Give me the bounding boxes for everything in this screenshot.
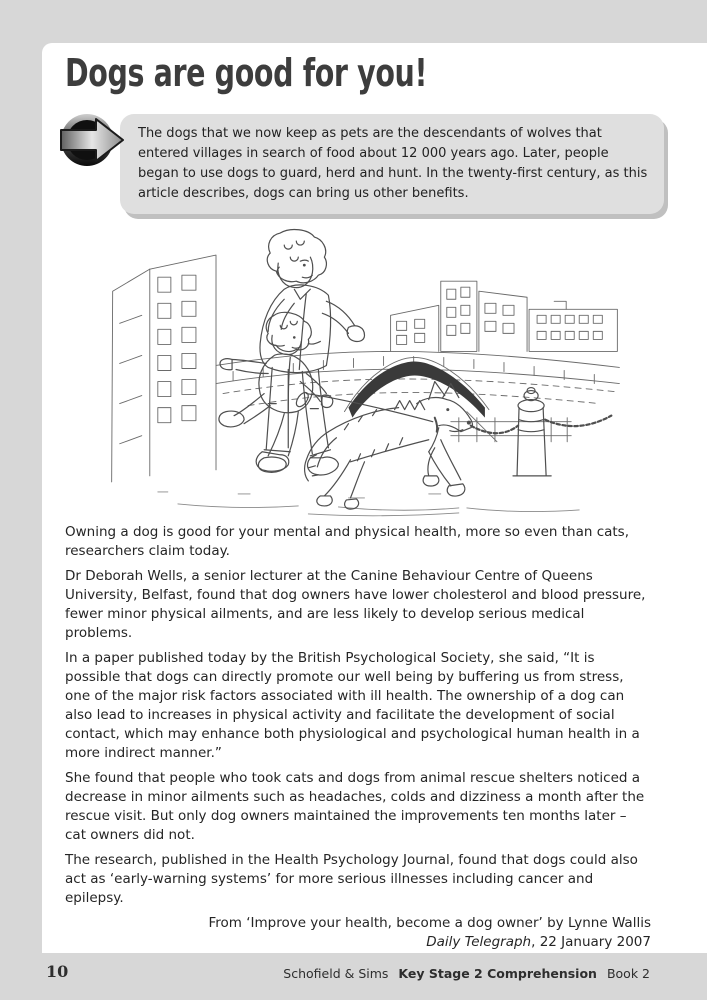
child-figure-drawing <box>219 312 333 472</box>
bollard-drawing <box>471 388 611 476</box>
right-buildings-drawing <box>391 281 618 351</box>
article-paragraph-2: Dr Deborah Wells, a senior lecturer at the Canine Behaviour Centre of Queens University, Belfast, found that dog owners have lower cholesterol and blood pressure, fewer minor physical ailments, and are less likely to develop serious medical problems. <box>65 568 646 641</box>
article-paragraph-4: She found that people who took cats and dogs from animal rescue shelters noticed a decrease in minor ailments such as headaches, colds and dizziness a month after the rescue visit. But only dog owners maintained the improvements ten months later – cat owners did not. <box>65 770 645 843</box>
footer-publisher: Schofield & Sims <box>283 966 389 981</box>
bridge-drawing <box>216 351 619 417</box>
intro-text: The dogs that we now keep as pets are the descendants of wolves that entered villages in search of food about 12 000 years ago. Later, people began to use dogs to guard, herd and hunt. In the twenty-first century, as this article describes, dogs can bring us other benefits. <box>138 126 648 201</box>
footer-imprint <box>283 966 650 981</box>
footer-series-title: Key Stage 2 Comprehension <box>398 966 597 981</box>
article-paragraph-1: Owning a dog is good for your mental and physical health, more so even than cats, researchers claim today. <box>65 524 630 559</box>
attribution <box>65 914 651 952</box>
page-title: Dogs are good for you! <box>65 51 428 95</box>
article-paragraph-3: In a paper published today by the British Psychological Society, she said, “It is possible that dogs can directly promote our well being by buffering us from stress, one of the major risk factors associated with ill health. The ownership of a dog can also lead to increases in physical activity and facilitate the development of social contact, which may enhance both physiological and psychological human health in a more indirect manner.” <box>65 650 640 761</box>
chain-left <box>471 426 518 434</box>
arrow-right-icon <box>58 109 130 171</box>
intro-panel <box>120 114 664 214</box>
article-paragraph-5: The research, published in the Health Psychology Journal, found that dogs could also act as ‘early-warning systems’ for more serious illnesses including cancer and epilepsy. <box>65 852 638 906</box>
page-sheet <box>42 43 707 953</box>
illustration-svg <box>97 223 625 519</box>
page-number: 10 <box>46 962 69 981</box>
illustration <box>97 223 625 519</box>
dog-drawing <box>305 382 473 510</box>
attribution-line1: From ‘Improve your health, become a dog owner’ by Lynne Wallis <box>208 915 651 931</box>
chain-right <box>545 416 611 426</box>
footer-book-number: Book 2 <box>606 966 650 981</box>
attribution-date: , 22 January 2007 <box>531 934 651 950</box>
left-building-drawing <box>112 255 216 482</box>
footer <box>0 953 707 1000</box>
article-body <box>65 523 651 952</box>
attribution-source: Daily Telegraph <box>426 934 532 950</box>
ground-strokes <box>158 492 579 516</box>
arrow-right-icon-svg <box>58 109 130 171</box>
